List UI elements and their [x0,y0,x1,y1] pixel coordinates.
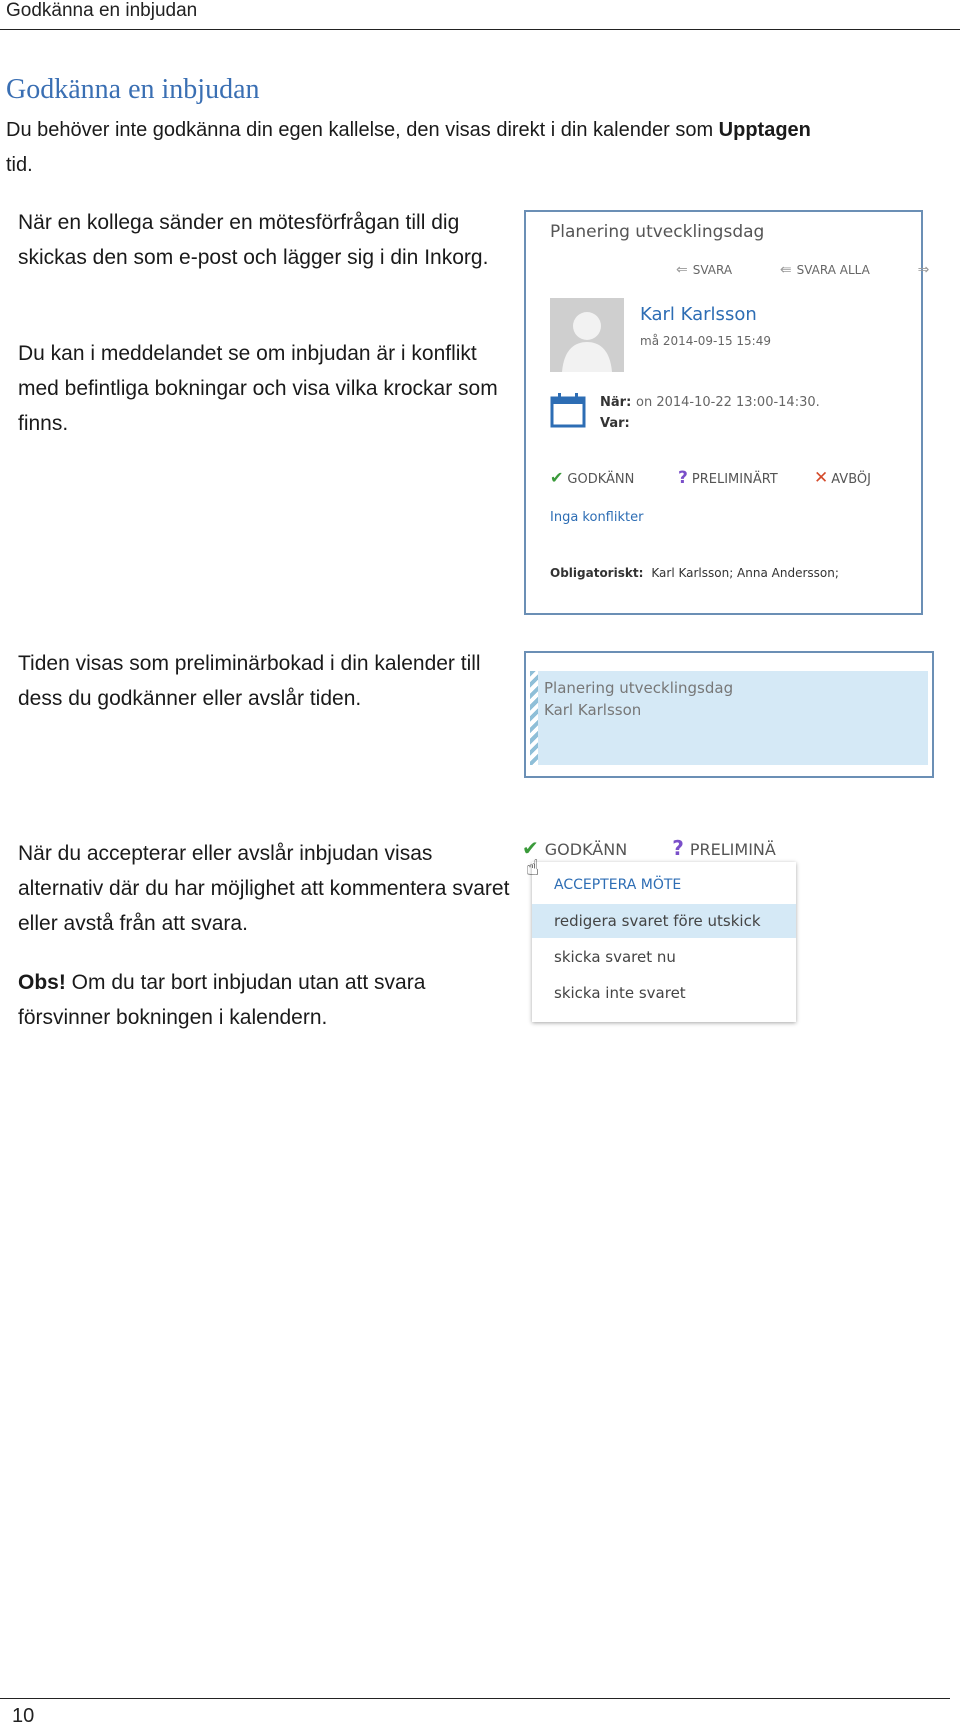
event-organizer: Karl Karlsson [544,701,642,719]
calendar-screenshot [524,651,934,778]
forward-button[interactable] [918,263,935,277]
paragraph-conflicts: Du kan i meddelandet se om inbjudan är i konflikt med befintliga bokningar och visa vilka krockar som finns. [18,342,498,435]
reply-all-label: SVARA ALLA [796,263,870,277]
person-silhouette-icon [550,298,624,372]
paragraph-invite-arrives: När en kollega sänder en mötesförfrågan till dig skickas den som e-post och lägger sig i din Inkorg. [18,211,489,269]
menu-item-dont-send[interactable]: skicka inte svaret [554,984,686,1002]
calendar-icon [550,392,586,432]
invitation-screenshot [524,210,930,615]
tentative-stripe [530,671,538,765]
reply-label: SVARA [692,263,733,277]
reply-all-arrow-icon: ⇚ [779,262,792,278]
menu-item-accept-meeting[interactable]: ACCEPTERA MÖTE [554,877,682,893]
note-text: Om du tar bort inbjudan utan att svara försvinner bokningen i kalendern. [18,971,426,1029]
hand-cursor-icon: ☝ [526,856,540,881]
question-icon: ? [672,836,684,860]
mandatory-label: Obligatoriskt: [550,566,644,580]
check-icon: ✔ [522,836,539,860]
menu-item-send-now[interactable]: skicka svaret nu [554,948,676,966]
intro-paragraph [6,113,951,183]
accept-button[interactable] [550,468,634,487]
paragraph-tentative: Tiden visas som preliminärbokad i din kalender till dess du godkänner eller avslår tiden. [18,652,481,710]
invitation-subject: Planering utvecklingsdag [550,222,765,242]
avatar [550,298,624,372]
reply-arrow-icon: ⇐ [676,262,688,278]
response-buttons [522,836,776,860]
sent-timestamp: må 2014-09-15 15:49 [640,334,771,348]
conflicts-link[interactable]: Inga konflikter [550,510,644,525]
decline-label: AVBÖJ [831,472,871,487]
reply-actions [676,262,956,278]
menu-item-edit-response[interactable]: redigera svaret före utskick [532,904,796,938]
accept-menu-label: GODKÄNN [544,840,628,859]
accept-label: GODKÄNN [567,472,635,487]
paragraph-response-options: När du accepterar eller avslår inbjudan visas alternativ där du har möjlighet att kommentera svaret eller avstå från att svara. [18,842,510,935]
when-value: on 2014-10-22 13:00-14:30. [636,395,820,410]
decline-button[interactable] [814,468,871,488]
reply-button[interactable] [676,263,754,277]
page-number: 10 [12,1705,35,1727]
close-icon: ✕ [814,468,829,488]
footer-rule [0,1698,950,1699]
reply-all-button[interactable] [780,263,892,277]
mandatory-attendees [550,566,839,580]
note-label: Obs! [18,971,66,994]
intro-text: Du behöver inte godkänna din egen kallelse, den visas direkt i din kalender som [6,119,719,141]
tentative-label: PRELIMINÄRT [691,472,778,487]
event-title: Planering utvecklingsdag [544,679,734,697]
check-icon: ✔ [550,468,564,487]
tentative-button[interactable] [678,468,778,488]
page-title: Godkänna en inbjudan [6,74,260,105]
paragraph-note [18,965,518,1035]
response-menu-screenshot [522,836,798,1022]
sender-name[interactable]: Karl Karlsson [640,304,757,325]
intro-tail: tid. [6,154,33,176]
tentative-menu-button[interactable] [632,836,776,860]
question-icon: ? [678,468,688,488]
where-label: Var: [600,416,630,431]
intro-bold: Upptagen [718,119,811,141]
header-rule [0,29,960,30]
running-header: Godkänna en inbjudan [6,0,198,21]
forward-arrow-icon: ⇒ [917,262,930,278]
mandatory-value: Karl Karlsson; Anna Andersson; [651,566,839,580]
when-label: När: [600,395,632,410]
tentative-menu-label: PRELIMINÄ [689,840,776,859]
